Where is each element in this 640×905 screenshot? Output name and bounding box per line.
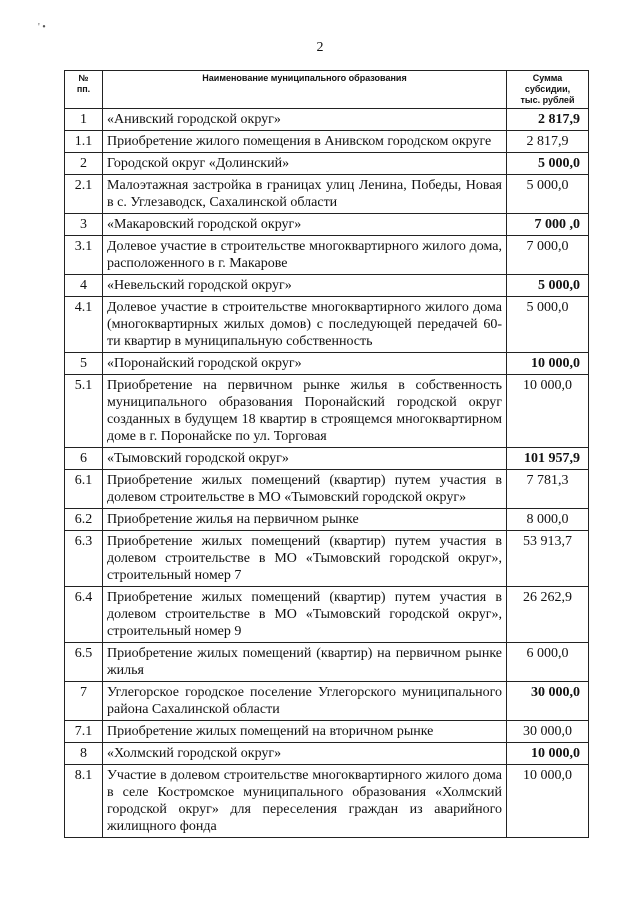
row-amount: 5 000,0 xyxy=(507,153,589,175)
row-number: 2 xyxy=(65,153,103,175)
row-name: «Макаровский городской округ» xyxy=(103,214,507,236)
row-amount: 2 817,9 xyxy=(507,109,589,131)
row-name: Приобретение жилого помещения в Анивском городском округе xyxy=(103,131,507,153)
row-amount: 7 000,0 xyxy=(507,236,589,275)
item-row xyxy=(65,470,589,509)
row-amount: 5 000,0 xyxy=(507,297,589,353)
group-row xyxy=(65,214,589,236)
group-row xyxy=(65,109,589,131)
row-name: «Холмский городской округ» xyxy=(103,743,507,765)
row-amount: 10 000,0 xyxy=(507,765,589,838)
row-number: 1 xyxy=(65,109,103,131)
row-name: Долевое участие в строительстве многоквартирного жилого дома (многоквартирных жилых домов) с последующей передачей 60-ти квартир в муниципальную собственность xyxy=(103,297,507,353)
row-name: Приобретение жилых помещений (квартир) путем участия в долевом строительстве в МО «Тымовский городской округ», строительный номер 7 xyxy=(103,531,507,587)
row-number: 2.1 xyxy=(65,175,103,214)
item-row xyxy=(65,175,589,214)
row-name: Городской округ «Долинский» xyxy=(103,153,507,175)
item-row xyxy=(65,643,589,682)
row-name: Приобретение жилых помещений (квартир) на первичном рынке жилья xyxy=(103,643,507,682)
row-amount: 7 781,3 xyxy=(507,470,589,509)
row-amount: 7 000 ,0 xyxy=(507,214,589,236)
item-row xyxy=(65,531,589,587)
item-row xyxy=(65,509,589,531)
item-row xyxy=(65,297,589,353)
group-row xyxy=(65,682,589,721)
row-name: Приобретение жилых помещений на вторичном рынке xyxy=(103,721,507,743)
row-number: 7.1 xyxy=(65,721,103,743)
row-number: 3 xyxy=(65,214,103,236)
row-amount: 53 913,7 xyxy=(507,531,589,587)
row-amount: 8 000,0 xyxy=(507,509,589,531)
row-amount: 30 000,0 xyxy=(507,721,589,743)
row-name: Приобретение жилых помещений (квартир) путем участия в долевом строительстве в МО «Тымовский городской округ», строительный номер 9 xyxy=(103,587,507,643)
row-number: 3.1 xyxy=(65,236,103,275)
row-number: 6 xyxy=(65,448,103,470)
row-number: 5 xyxy=(65,353,103,375)
row-number: 8.1 xyxy=(65,765,103,838)
group-row xyxy=(65,448,589,470)
row-amount: 5 000,0 xyxy=(507,275,589,297)
row-name: «Анивский городской округ» xyxy=(103,109,507,131)
row-name: Углегорское городское поселение Углегорского муниципального района Сахалинской области xyxy=(103,682,507,721)
row-number: 4 xyxy=(65,275,103,297)
row-name: «Тымовский городской округ» xyxy=(103,448,507,470)
page-number: 2 xyxy=(316,40,324,55)
row-number: 6.1 xyxy=(65,470,103,509)
header-amount: Сумма субсидии, тыс. рублей xyxy=(507,71,589,109)
group-row xyxy=(65,743,589,765)
row-number: 6.2 xyxy=(65,509,103,531)
item-row xyxy=(65,721,589,743)
row-name: Приобретение на первичном рынке жилья в собственность муниципального образования Поронайский городской округ созданных в будущем 18 квартир в строящемся многоквартирном доме в г. Поронайске по ул. Торговая xyxy=(103,375,507,448)
row-number: 5.1 xyxy=(65,375,103,448)
row-amount: 10 000,0 xyxy=(507,353,589,375)
group-row xyxy=(65,353,589,375)
row-number: 8 xyxy=(65,743,103,765)
row-name: Долевое участие в строительстве многоквартирного жилого дома, расположенного в г. Макарове xyxy=(103,236,507,275)
item-row xyxy=(65,375,589,448)
group-row xyxy=(65,153,589,175)
row-name: Участие в долевом строительстве многоквартирного жилого дома в селе Костромское муниципального образования «Холмский городской округ» для переселения граждан из аварийного жилищного фонда xyxy=(103,765,507,838)
row-number: 1.1 xyxy=(65,131,103,153)
group-row xyxy=(65,275,589,297)
row-number: 6.4 xyxy=(65,587,103,643)
row-name: Малоэтажная застройка в границах улиц Ленина, Победы, Новая в с. Углезаводск, Сахалинской области xyxy=(103,175,507,214)
item-row xyxy=(65,131,589,153)
item-row xyxy=(65,587,589,643)
row-number: 6.5 xyxy=(65,643,103,682)
item-row xyxy=(65,236,589,275)
header-name: Наименование муниципального образования xyxy=(103,71,507,109)
row-name: Приобретение жилых помещений (квартир) путем участия в долевом строительстве в МО «Тымовский городской округ» xyxy=(103,470,507,509)
subsidy-table xyxy=(64,70,589,838)
row-name: «Поронайский городской округ» xyxy=(103,353,507,375)
row-amount: 101 957,9 xyxy=(507,448,589,470)
row-amount: 26 262,9 xyxy=(507,587,589,643)
row-amount: 30 000,0 xyxy=(507,682,589,721)
row-name: «Невельский городской округ» xyxy=(103,275,507,297)
row-amount: 6 000,0 xyxy=(507,643,589,682)
header-num: № пп. xyxy=(65,71,103,109)
row-amount: 10 000,0 xyxy=(507,743,589,765)
row-amount: 2 817,9 xyxy=(507,131,589,153)
table-header-row xyxy=(65,71,589,109)
row-number: 6.3 xyxy=(65,531,103,587)
item-row xyxy=(65,765,589,838)
row-amount: 5 000,0 xyxy=(507,175,589,214)
row-amount: 10 000,0 xyxy=(507,375,589,448)
row-number: 4.1 xyxy=(65,297,103,353)
row-name: Приобретение жилья на первичном рынке xyxy=(103,509,507,531)
table-body xyxy=(65,109,589,838)
row-number: 7 xyxy=(65,682,103,721)
scan-specks: ' • xyxy=(38,22,46,33)
